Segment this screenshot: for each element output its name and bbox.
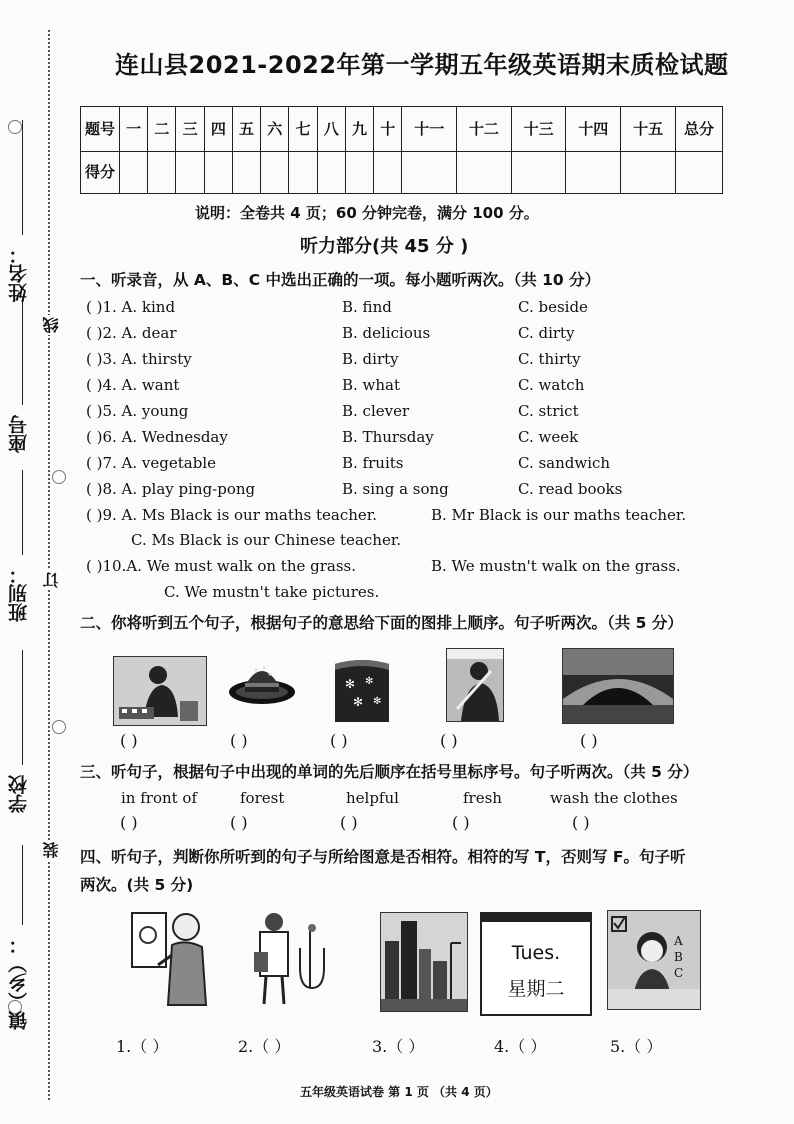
seat-label: 座号: [8, 415, 30, 453]
score-col-12: 十二: [457, 107, 512, 152]
q8-a: ( )8. A. play ping-pong: [86, 480, 256, 498]
q9-b: B. Mr Black is our maths teacher.: [431, 506, 687, 524]
score-cell[interactable]: [676, 152, 723, 194]
q6-a: ( )6. A. Wednesday: [86, 428, 228, 446]
score-cell[interactable]: [204, 152, 232, 194]
exam-note: 说明：全卷共 4 页；60 分钟完卷，满分 100 分。: [195, 204, 539, 222]
svg-text:✻: ✻: [365, 676, 374, 687]
teacher-picture: [607, 910, 701, 1010]
snowflake-decoration-icon: [333, 656, 391, 724]
score-cell[interactable]: [289, 152, 317, 194]
q7-c: C. sandwich: [518, 454, 611, 472]
score-col-4: 四: [204, 107, 232, 152]
q10-b: B. We mustn't walk on the grass.: [431, 557, 681, 575]
chess-player-picture: [113, 656, 207, 726]
score-col-2: 二: [148, 107, 176, 152]
svg-text:✻: ✻: [373, 696, 382, 707]
score-cell[interactable]: [176, 152, 204, 194]
q1-c: C. beside: [518, 298, 588, 316]
name-blank: [22, 120, 23, 235]
q3-b: B. dirty: [342, 350, 399, 368]
seal-line-char: 线: [42, 317, 61, 333]
q4-c: C. watch: [518, 376, 585, 394]
svg-text:✻: ✻: [353, 695, 364, 709]
q4-b: B. what: [342, 376, 401, 394]
word-in-front-of: in front of: [121, 789, 198, 807]
score-cell[interactable]: [317, 152, 345, 194]
weekday-card-picture: [480, 912, 592, 1016]
old-man-picture: [128, 905, 212, 1009]
q10-a: ( )10.A. We must walk on the grass.: [86, 557, 357, 575]
score-cell[interactable]: [261, 152, 289, 194]
q3-c: C. thirty: [518, 350, 581, 368]
score-row1-header: 题号: [81, 107, 120, 152]
word-fresh: fresh: [463, 789, 502, 807]
city-buildings-icon: [381, 913, 467, 1011]
q6-b: B. Thursday: [342, 428, 434, 446]
score-cell[interactable]: [511, 152, 566, 194]
score-row2-header: 得分: [81, 152, 120, 194]
binding-hole: [52, 720, 66, 734]
christmas-decoration-picture: [333, 656, 391, 724]
chess-player-icon: [114, 657, 206, 725]
q6-c: C. week: [518, 428, 579, 446]
section4-answer-3[interactable]: 3.（ ）: [372, 1037, 425, 1056]
seal-bind-char: 订: [42, 572, 61, 588]
score-cell[interactable]: [566, 152, 621, 194]
bridge-icon: [563, 649, 673, 723]
score-col-3: 三: [176, 107, 204, 152]
section3-heading: 三、听句子，根据句子中出现的单词的先后顺序在括号里标序号。句子听两次。（共 5 分）: [80, 763, 699, 781]
town-label: 镇（乡）：: [8, 935, 30, 1030]
score-col-15: 十五: [621, 107, 676, 152]
section4-answer-1[interactable]: 1.（ ）: [116, 1037, 169, 1056]
score-col-1: 一: [120, 107, 148, 152]
q8-c: C. read books: [518, 480, 623, 498]
score-cell[interactable]: [232, 152, 260, 194]
score-col-5: 五: [232, 107, 260, 152]
q5-b: B. clever: [342, 402, 410, 420]
section1-heading: 一、听录音，从 A、B、C 中选出正确的一项。每小题听两次。（共 10 分）: [80, 271, 601, 289]
score-col-9: 九: [345, 107, 373, 152]
word-forest: forest: [240, 789, 285, 807]
q1-a: ( )1. A. kind: [86, 298, 176, 316]
section4-answer-5[interactable]: 5.（ ）: [610, 1037, 663, 1056]
score-table: [80, 106, 723, 194]
doctor-lab-picture: [250, 908, 340, 1008]
section4-heading-line1: 四、听句子，判断你所听到的句子与所给图意是否相符。相符的写 T，否则写 F。句子听: [80, 848, 686, 866]
section3-answer-1[interactable]: ( ): [120, 813, 138, 832]
school-label: 学校: [8, 775, 30, 813]
card-text-chinese: 星期二: [507, 978, 565, 1000]
section3-answer-3[interactable]: ( ): [340, 813, 358, 832]
page-footer: 五年级英语试卷 第 1 页 （共 4 页）: [300, 1085, 498, 1099]
score-cell[interactable]: [345, 152, 373, 194]
section2-heading: 二、你将听到五个句子，根据句子的意思给下面的图排上顺序。句子听两次。（共 5 分）: [80, 614, 683, 632]
hamburger-icon: [228, 656, 296, 706]
section4-heading-line2: 两次。(共 5 分): [80, 876, 194, 894]
q9-c: C. Ms Black is our Chinese teacher.: [131, 531, 402, 549]
q3-a: ( )3. A. thirsty: [86, 350, 192, 368]
score-col-11: 十一: [402, 107, 457, 152]
class-blank: [22, 470, 23, 555]
city-street-picture: [380, 912, 468, 1012]
q5-c: C. strict: [518, 402, 579, 420]
section3-answer-5[interactable]: ( ): [572, 813, 590, 832]
section3-answer-4[interactable]: ( ): [452, 813, 470, 832]
q10-c: C. We mustn't take pictures.: [164, 583, 380, 601]
binding-hole: [52, 470, 66, 484]
seat-blank: [22, 300, 23, 405]
section2-answer-1[interactable]: ( ): [120, 731, 138, 750]
score-col-total: 总分: [676, 107, 723, 152]
q9-a: ( )9. A. Ms Black is our maths teacher.: [86, 506, 378, 524]
flute-boy-icon: [447, 649, 503, 721]
doctor-icon: [250, 908, 340, 1008]
card-top-bar: [482, 914, 590, 922]
page-title: 连山县2021-2022年第一学期五年级英语期末质检试题: [115, 51, 729, 79]
q8-b: B. sing a song: [342, 480, 449, 498]
score-cell[interactable]: [402, 152, 457, 194]
section3-answer-2[interactable]: ( ): [230, 813, 248, 832]
q4-a: ( )4. A. want: [86, 376, 180, 394]
binding-line: [48, 30, 50, 1100]
card-text-english: Tues.: [511, 942, 561, 964]
part-title: 听力部分(共 45 分 ): [300, 236, 469, 257]
svg-text:✻: ✻: [345, 677, 356, 691]
score-col-10: 十: [374, 107, 402, 152]
word-helpful: helpful: [346, 789, 399, 807]
class-label: 班别：: [8, 565, 30, 622]
score-col-14: 十四: [566, 107, 621, 152]
section4-answer-2[interactable]: 2.（ ）: [238, 1037, 291, 1056]
score-col-7: 七: [289, 107, 317, 152]
school-blank: [22, 650, 23, 765]
name-label: 姓名：: [8, 245, 30, 302]
q2-a: ( )2. A. dear: [86, 324, 177, 342]
section2-answer-3[interactable]: ( ): [330, 731, 348, 750]
score-cell[interactable]: [374, 152, 402, 194]
score-cell[interactable]: [120, 152, 148, 194]
q2-b: B. delicious: [342, 324, 431, 342]
section2-answer-2[interactable]: ( ): [230, 731, 248, 750]
score-cell[interactable]: [621, 152, 676, 194]
score-col-8: 八: [317, 107, 345, 152]
section2-answer-4[interactable]: ( ): [440, 731, 458, 750]
section2-answer-5[interactable]: ( ): [580, 731, 598, 750]
town-blank: [22, 845, 23, 925]
score-cell[interactable]: [148, 152, 176, 194]
teacher-abc-letters: A B C: [674, 934, 684, 980]
section4-answer-4[interactable]: 4.（ ）: [494, 1037, 547, 1056]
score-cell[interactable]: [457, 152, 512, 194]
old-man-icon: [128, 905, 212, 1009]
seal-pack-char: 装: [42, 842, 61, 858]
q7-b: B. fruits: [342, 454, 404, 472]
binding-hole: [8, 120, 22, 134]
q2-c: C. dirty: [518, 324, 575, 342]
boy-playing-flute-picture: [446, 648, 504, 722]
word-wash-the-clothes: wash the clothes: [550, 789, 678, 807]
q5-a: ( )5. A. young: [86, 402, 189, 420]
stone-bridge-picture: [562, 648, 674, 724]
score-col-6: 六: [261, 107, 289, 152]
q7-a: ( )7. A. vegetable: [86, 454, 216, 472]
score-col-13: 十三: [511, 107, 566, 152]
q1-b: B. find: [342, 298, 392, 316]
hamburger-picture: [228, 656, 296, 706]
